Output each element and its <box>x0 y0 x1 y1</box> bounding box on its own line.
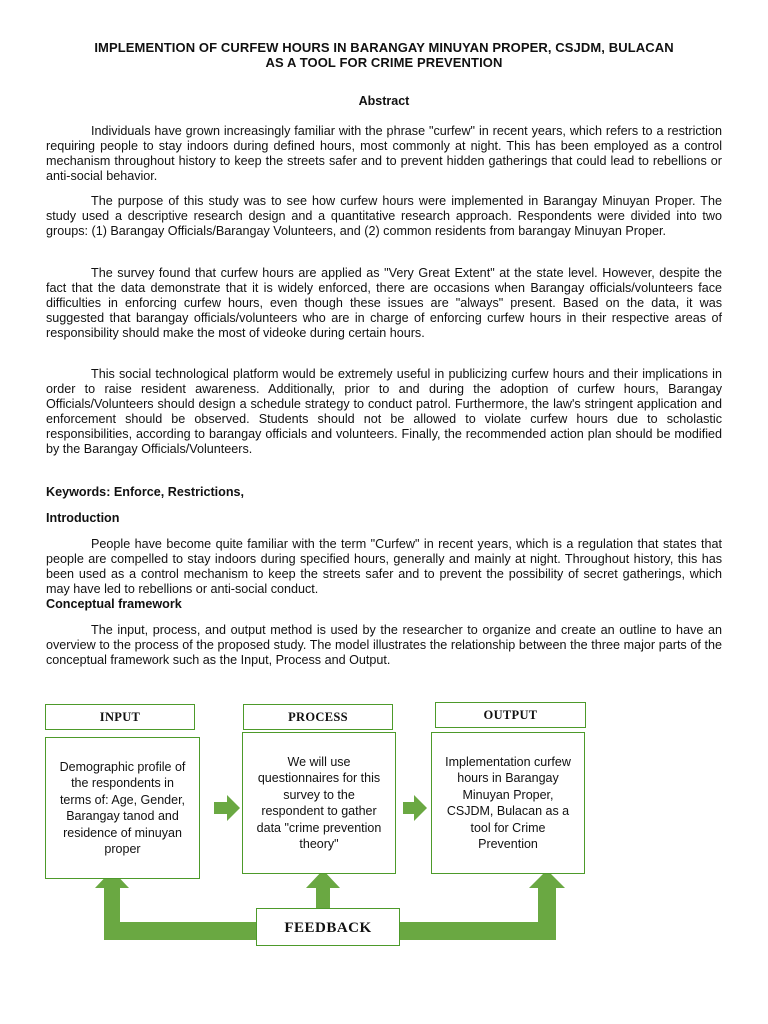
output-box <box>431 732 585 874</box>
abstract-paragraph-3: The survey found that curfew hours are applied as "Very Great Extent" at the state level. However, despite the fact that the data demonstrate that it is widely enforced, there are occasions when Barangay officials/volunteers face difficulties in enforcing curfew hours, even though these issues are "always" present. Based on the data, it was suggested that barangay officials/volunteers who are in charge of enforcing curfew hours in their respective areas of responsibility should make the most of videoke during certain hours. <box>46 266 722 341</box>
process-box <box>242 732 396 874</box>
title-line-1: IMPLEMENTION OF CURFEW HOURS IN BARANGAY MINUYAN PROPER, CSJDM, BULACAN <box>94 40 674 55</box>
arrow-feedback-to-input <box>95 870 256 940</box>
abstract-paragraph-1: Individuals have grown increasingly familiar with the phrase "curfew" in recent years, which refers to a restriction requiring people to stay indoors during defined hours, most commonly at night. This has been employed as a control mechanism throughout history to keep the streets safer and to prevent hidden gatherings that could lead to rebellions or anti-social behavior. <box>46 124 722 184</box>
arrow-input-to-process <box>214 795 240 821</box>
arrow-feedback-to-process <box>306 870 340 908</box>
title-line-2: AS A TOOL FOR CRIME PREVENTION <box>265 55 503 70</box>
process-label-box: PROCESS <box>243 704 393 730</box>
abstract-paragraph-4: This social technological platform would be extremely useful in publicizing curfew hours and their implications in order to raise resident awareness. Additionally, prior to and during the adoption of curfew hours, Barangay Officials/Volunteers should design a schedule strategy to conduct patrol. Furthermore, the law's stringent application and enforcement should be observed. Students should not be allowed to violate curfew hours due to scholastic responsibilities, according to barangay officials and volunteers. Finally, the recommended action plan should be modified by the Barangay Officials/Volunteers. <box>46 367 722 457</box>
abstract-paragraph-2: The purpose of this study was to see how curfew hours were implemented in Barangay Minuyan Proper. The study used a descriptive research design and a quantitative research approach. Respondents were divided into two groups: (1) Barangay Officials/Barangay Volunteers, and (2) common residents from barangay Minuyan Proper. <box>46 194 722 239</box>
output-text: Implementation curfew hours in Barangay Minuyan Proper, CSJDM, Bulacan as a tool for Crime Prevention <box>445 754 571 851</box>
input-box <box>45 737 200 879</box>
framework-heading: Conceptual framework <box>46 597 182 611</box>
feedback-box: FEEDBACK <box>256 908 400 946</box>
input-label-box: INPUT <box>45 704 195 730</box>
arrow-process-to-output <box>403 795 427 821</box>
arrow-feedback-to-output <box>400 870 565 940</box>
keywords: Keywords: Enforce, Restrictions, <box>46 485 245 499</box>
abstract-heading: Abstract <box>358 94 410 108</box>
input-text: Demographic profile of the respondents in terms of: Age, Gender, Barangay tanod and residence of minuyan proper <box>59 759 186 856</box>
introduction-heading: Introduction <box>46 511 120 525</box>
framework-paragraph: The input, process, and output method is used by the researcher to organize and create an outline to have an overview to the process of the proposed study. The model illustrates the relationship between the three major parts of the conceptual framework such as the Input, Process and Output. <box>46 623 722 668</box>
output-label-box: OUTPUT <box>435 702 586 728</box>
introduction-paragraph: People have become quite familiar with the term "Curfew" in recent years, which is a regulation that states that people are compelled to stay indoors during specified hours, generally and mainly at night. Throughout history, this has been used as a control mechanism to keep the streets safer and to prevent the possibility of secret gatherings, which may have led to rebellions or anti-social conduct. <box>46 537 722 597</box>
process-text: We will use questionnaires for this survey to the respondent to gather data "crime prevention theory" <box>256 754 382 851</box>
